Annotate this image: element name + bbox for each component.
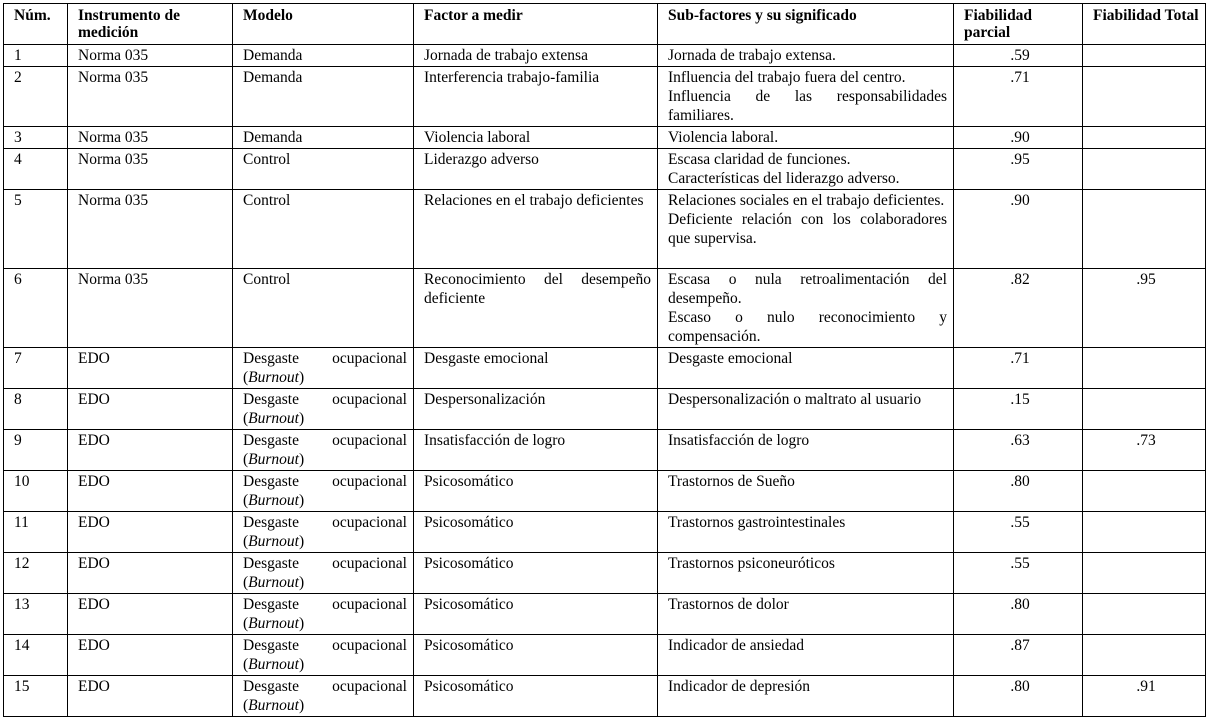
cell-subfactores bbox=[658, 594, 954, 635]
cell-subfactores bbox=[658, 127, 954, 149]
cell-subfactores bbox=[658, 635, 954, 676]
cell-instrumento: EDO bbox=[68, 348, 233, 389]
cell-num: 2 bbox=[4, 67, 68, 127]
subfactor-text: Indicador de ansiedad bbox=[668, 637, 804, 654]
header-instrumento: Instrumento de medición bbox=[68, 4, 233, 45]
cell-num: 15 bbox=[4, 676, 68, 717]
subfactor-text: Despersonalización o maltrato al usuario bbox=[668, 391, 922, 408]
cell-num: 13 bbox=[4, 594, 68, 635]
cell-num: 9 bbox=[4, 430, 68, 471]
table-header-row bbox=[4, 4, 1206, 45]
cell-num: 10 bbox=[4, 471, 68, 512]
cell-num: 5 bbox=[4, 190, 68, 269]
cell-fiabilidad-parcial: .82 bbox=[954, 269, 1083, 348]
subfactor-text: Influencia del trabajo fuera del centro. bbox=[668, 69, 906, 86]
modelo-text: Desgaste ocupacional bbox=[243, 596, 407, 613]
modelo-burnout: Burnout bbox=[248, 615, 299, 632]
table-row bbox=[4, 635, 1206, 676]
cell-modelo: Control bbox=[233, 149, 414, 190]
cell-subfactores bbox=[658, 430, 954, 471]
cell-instrumento: EDO bbox=[68, 553, 233, 594]
cell-instrumento: EDO bbox=[68, 635, 233, 676]
cell-subfactores bbox=[658, 471, 954, 512]
cell-fiabilidad-parcial: .71 bbox=[954, 67, 1083, 127]
cell-factor: Jornada de trabajo extensa bbox=[414, 45, 658, 67]
subfactor-text: Escaso o nulo reconocimiento y compensación. bbox=[668, 309, 947, 345]
subfactor-text: Insatisfacción de logro bbox=[668, 432, 810, 449]
cell-fiabilidad-total bbox=[1083, 348, 1206, 389]
cell-subfactores bbox=[658, 676, 954, 717]
cell-subfactores bbox=[658, 67, 954, 127]
cell-modelo: Demanda bbox=[233, 45, 414, 67]
cell-instrumento: EDO bbox=[68, 512, 233, 553]
modelo-text: Desgaste ocupacional bbox=[243, 555, 407, 572]
modelo-burnout: Burnout bbox=[248, 574, 299, 591]
subfactor-text: Trastornos psiconeuróticos bbox=[668, 555, 835, 572]
reliability-table bbox=[3, 3, 1206, 717]
subfactor-text: Escasa o nula retroalimentación del desempeño. bbox=[668, 271, 947, 307]
table-row bbox=[4, 348, 1206, 389]
modelo-burnout: Burnout bbox=[248, 451, 299, 468]
subfactor-text: Características del liderazgo adverso. bbox=[668, 170, 900, 187]
cell-modelo: Desgaste ocupacional (Burnout) bbox=[233, 430, 414, 471]
cell-instrumento: Norma 035 bbox=[68, 149, 233, 190]
table-row bbox=[4, 430, 1206, 471]
cell-subfactores bbox=[658, 190, 954, 269]
cell-subfactores bbox=[658, 45, 954, 67]
subfactor-text: Desgaste emocional bbox=[668, 350, 793, 367]
cell-modelo: Desgaste ocupacional (Burnout) bbox=[233, 635, 414, 676]
cell-modelo: Desgaste ocupacional (Burnout) bbox=[233, 676, 414, 717]
cell-factor: Despersonalización bbox=[414, 389, 658, 430]
cell-fiabilidad-total bbox=[1083, 553, 1206, 594]
cell-factor: Psicosomático bbox=[414, 512, 658, 553]
cell-instrumento: EDO bbox=[68, 676, 233, 717]
cell-fiabilidad-parcial: .80 bbox=[954, 676, 1083, 717]
cell-subfactores bbox=[658, 269, 954, 348]
header-subfactores: Sub-factores y su significado bbox=[658, 4, 954, 45]
subfactor-text: Relaciones sociales en el trabajo deficientes. bbox=[668, 192, 945, 209]
header-factor: Factor a medir bbox=[414, 4, 658, 45]
table-row bbox=[4, 67, 1206, 127]
cell-fiabilidad-total bbox=[1083, 512, 1206, 553]
cell-fiabilidad-parcial: .71 bbox=[954, 348, 1083, 389]
cell-num: 14 bbox=[4, 635, 68, 676]
cell-num: 12 bbox=[4, 553, 68, 594]
cell-instrumento: Norma 035 bbox=[68, 269, 233, 348]
cell-num: 1 bbox=[4, 45, 68, 67]
cell-num: 6 bbox=[4, 269, 68, 348]
header-fiabilidad-total: Fiabilidad Total bbox=[1083, 4, 1206, 45]
subfactor-text: Trastornos de Sueño bbox=[668, 473, 795, 490]
table-row bbox=[4, 45, 1206, 67]
cell-fiabilidad-parcial: .80 bbox=[954, 594, 1083, 635]
subfactor-text: Trastornos de dolor bbox=[668, 596, 789, 613]
modelo-burnout: Burnout bbox=[248, 492, 299, 509]
cell-fiabilidad-parcial: .55 bbox=[954, 512, 1083, 553]
modelo-burnout: Burnout bbox=[248, 533, 299, 550]
cell-num: 4 bbox=[4, 149, 68, 190]
modelo-text: Desgaste ocupacional bbox=[243, 350, 407, 367]
cell-modelo: Demanda bbox=[233, 67, 414, 127]
cell-factor: Psicosomático bbox=[414, 676, 658, 717]
cell-fiabilidad-total bbox=[1083, 635, 1206, 676]
cell-modelo: Desgaste ocupacional (Burnout) bbox=[233, 553, 414, 594]
cell-fiabilidad-parcial: .59 bbox=[954, 45, 1083, 67]
cell-fiabilidad-total: .73 bbox=[1083, 430, 1206, 471]
cell-fiabilidad-total bbox=[1083, 471, 1206, 512]
cell-instrumento: Norma 035 bbox=[68, 190, 233, 269]
cell-factor: Psicosomático bbox=[414, 471, 658, 512]
cell-factor: Relaciones en el trabajo deficientes bbox=[414, 190, 658, 269]
cell-fiabilidad-parcial: .87 bbox=[954, 635, 1083, 676]
cell-modelo: Control bbox=[233, 190, 414, 269]
modelo-burnout: Burnout bbox=[248, 369, 299, 386]
table-row bbox=[4, 127, 1206, 149]
cell-factor: Liderazgo adverso bbox=[414, 149, 658, 190]
cell-instrumento: EDO bbox=[68, 471, 233, 512]
cell-fiabilidad-total bbox=[1083, 67, 1206, 127]
cell-factor: Psicosomático bbox=[414, 635, 658, 676]
cell-num: 7 bbox=[4, 348, 68, 389]
cell-modelo: Desgaste ocupacional (Burnout) bbox=[233, 594, 414, 635]
cell-fiabilidad-total bbox=[1083, 45, 1206, 67]
cell-instrumento: EDO bbox=[68, 430, 233, 471]
cell-instrumento: Norma 035 bbox=[68, 67, 233, 127]
subfactor-text: Jornada de trabajo extensa. bbox=[668, 47, 836, 64]
modelo-text: Desgaste ocupacional bbox=[243, 637, 407, 654]
table-row bbox=[4, 149, 1206, 190]
cell-fiabilidad-total bbox=[1083, 127, 1206, 149]
modelo-text: Desgaste ocupacional bbox=[243, 678, 407, 695]
cell-modelo: Demanda bbox=[233, 127, 414, 149]
subfactor-text: Trastornos gastrointestinales bbox=[668, 514, 846, 531]
subfactor-text: Indicador de depresión bbox=[668, 678, 811, 695]
header-fiabilidad-parcial: Fiabilidad parcial bbox=[954, 4, 1083, 45]
cell-num: 11 bbox=[4, 512, 68, 553]
cell-fiabilidad-total: .91 bbox=[1083, 676, 1206, 717]
cell-instrumento: Norma 035 bbox=[68, 45, 233, 67]
cell-modelo: Desgaste ocupacional (Burnout) bbox=[233, 512, 414, 553]
cell-factor: Desgaste emocional bbox=[414, 348, 658, 389]
cell-fiabilidad-parcial: .90 bbox=[954, 190, 1083, 269]
cell-factor: Reconocimiento del desempeño deficiente bbox=[414, 269, 658, 348]
subfactor-text: Influencia de las responsabilidades familiares. bbox=[668, 88, 947, 124]
cell-factor: Violencia laboral bbox=[414, 127, 658, 149]
cell-subfactores bbox=[658, 553, 954, 594]
modelo-burnout: Burnout bbox=[248, 656, 299, 673]
subfactor-text: Deficiente relación con los colaboradores que supervisa. bbox=[668, 211, 947, 247]
cell-modelo: Desgaste ocupacional (Burnout) bbox=[233, 389, 414, 430]
cell-modelo: Control bbox=[233, 269, 414, 348]
table-row bbox=[4, 676, 1206, 717]
cell-factor: Psicosomático bbox=[414, 553, 658, 594]
cell-instrumento: EDO bbox=[68, 389, 233, 430]
table-row bbox=[4, 471, 1206, 512]
table-row bbox=[4, 594, 1206, 635]
cell-factor: Insatisfacción de logro bbox=[414, 430, 658, 471]
cell-subfactores bbox=[658, 389, 954, 430]
header-modelo: Modelo bbox=[233, 4, 414, 45]
cell-num: 3 bbox=[4, 127, 68, 149]
modelo-text: Desgaste ocupacional bbox=[243, 514, 407, 531]
cell-fiabilidad-total bbox=[1083, 389, 1206, 430]
cell-subfactores bbox=[658, 512, 954, 553]
modelo-burnout: Burnout bbox=[248, 410, 299, 427]
table-row bbox=[4, 389, 1206, 430]
cell-instrumento: EDO bbox=[68, 594, 233, 635]
modelo-burnout: Burnout bbox=[248, 697, 299, 714]
cell-factor: Psicosomático bbox=[414, 594, 658, 635]
table-row bbox=[4, 269, 1206, 348]
subfactor-text: Violencia laboral. bbox=[668, 129, 779, 146]
modelo-text: Desgaste ocupacional bbox=[243, 473, 407, 490]
cell-fiabilidad-total bbox=[1083, 190, 1206, 269]
modelo-text: Desgaste ocupacional bbox=[243, 391, 407, 408]
table-row bbox=[4, 190, 1206, 269]
cell-num: 8 bbox=[4, 389, 68, 430]
cell-fiabilidad-total: .95 bbox=[1083, 269, 1206, 348]
cell-fiabilidad-total bbox=[1083, 594, 1206, 635]
cell-instrumento: Norma 035 bbox=[68, 127, 233, 149]
cell-modelo: Desgaste ocupacional (Burnout) bbox=[233, 471, 414, 512]
cell-modelo: Desgaste ocupacional (Burnout) bbox=[233, 348, 414, 389]
cell-subfactores bbox=[658, 348, 954, 389]
cell-subfactores bbox=[658, 149, 954, 190]
header-num: Núm. bbox=[4, 4, 68, 45]
cell-fiabilidad-parcial: .15 bbox=[954, 389, 1083, 430]
cell-fiabilidad-parcial: .63 bbox=[954, 430, 1083, 471]
cell-fiabilidad-parcial: .80 bbox=[954, 471, 1083, 512]
cell-factor: Interferencia trabajo-familia bbox=[414, 67, 658, 127]
cell-fiabilidad-total bbox=[1083, 149, 1206, 190]
cell-fiabilidad-parcial: .90 bbox=[954, 127, 1083, 149]
modelo-text: Desgaste ocupacional bbox=[243, 432, 407, 449]
table-row bbox=[4, 553, 1206, 594]
cell-fiabilidad-parcial: .55 bbox=[954, 553, 1083, 594]
cell-fiabilidad-parcial: .95 bbox=[954, 149, 1083, 190]
subfactor-text: Escasa claridad de funciones. bbox=[668, 151, 851, 168]
table-row bbox=[4, 512, 1206, 553]
